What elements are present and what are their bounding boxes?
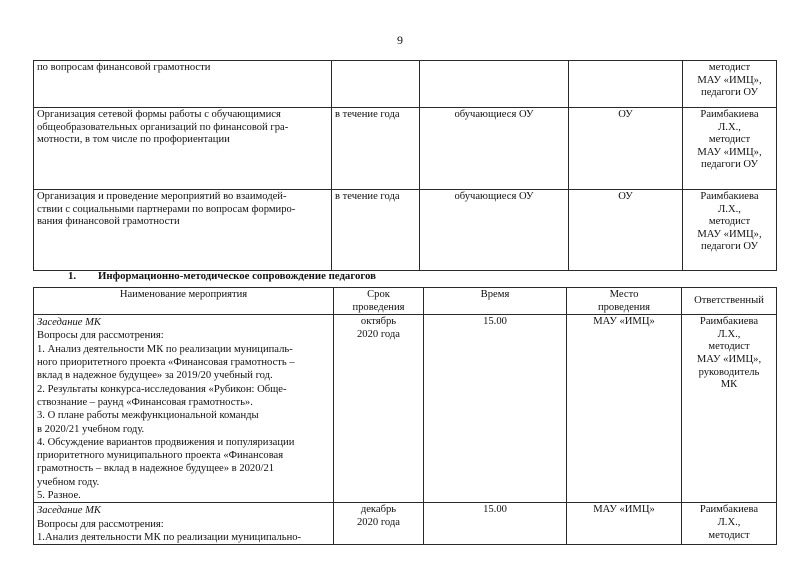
event-title: Заседание МК xyxy=(37,317,101,329)
participants-cell xyxy=(420,61,569,108)
responsible-cell xyxy=(682,503,777,545)
event-cell xyxy=(34,315,334,503)
table-row xyxy=(34,190,777,271)
responsible-line: МАУ «ИМЦ», xyxy=(697,146,762,158)
term-cell xyxy=(334,315,424,503)
term-cell: в течение года xyxy=(332,190,420,271)
event-line: вклад в надежное будущее» за 2019/20 учебный год. xyxy=(37,370,273,382)
table-row xyxy=(34,61,777,108)
responsible-line: МАУ «ИМЦ», xyxy=(696,353,762,365)
responsible-line: Л.Х., xyxy=(717,516,741,528)
place-cell xyxy=(569,61,683,108)
event-line: 5. Разное. xyxy=(37,490,81,502)
header-time: Время xyxy=(424,288,567,315)
event-cell xyxy=(34,61,332,108)
event-text: Организация и проведение мероприятий во взаимодей- xyxy=(37,191,287,202)
responsible-line: методист xyxy=(708,341,750,353)
responsible-line: педагоги ОУ xyxy=(701,159,758,171)
event-line: грамотность – вклад в надежное будущее» в 2020/21 xyxy=(37,463,275,475)
event-text: ствии с социальными партнерами по вопросам формиро- xyxy=(37,203,296,215)
responsible-cell xyxy=(683,190,777,271)
participants-cell: обучающиеся ОУ xyxy=(420,108,569,190)
event-text: Организация сетевой формы работы с обучающимися xyxy=(37,109,281,120)
event-text: по вопросам финансовой грамотности xyxy=(37,62,211,73)
section-number: 1. xyxy=(68,270,77,282)
responsible-line: руководитель xyxy=(698,366,760,378)
responsible-line: методист xyxy=(708,216,751,228)
responsible-cell xyxy=(683,61,777,108)
term-line: 2020 года xyxy=(356,516,400,528)
events-table-continued xyxy=(33,60,777,271)
event-cell xyxy=(34,190,332,271)
term-line: декабрь xyxy=(360,504,397,516)
event-line: ствознание – раунд «Финансовая грамотность». xyxy=(37,396,253,408)
event-line: 1. Анализ деятельности МК по реализации муниципаль- xyxy=(37,343,293,355)
page-number: 9 xyxy=(397,33,403,47)
methodical-support-table xyxy=(33,287,777,545)
table-row xyxy=(34,503,777,545)
header-term-line: проведения xyxy=(352,301,405,313)
responsible-line: Раимбакиева xyxy=(699,504,759,516)
responsible-cell xyxy=(683,108,777,190)
event-line: 1.Анализ деятельности МК по реализации муниципально- xyxy=(37,531,302,543)
table-header-row xyxy=(34,288,777,315)
event-title: Заседание МК xyxy=(37,505,101,517)
header-place xyxy=(567,288,682,315)
section-title: Информационно-методическое сопровождение педагогов xyxy=(98,270,376,282)
header-term xyxy=(334,288,424,315)
responsible-line: педагоги ОУ xyxy=(701,87,758,99)
event-line: 3. О плане работы межфункциональной команды xyxy=(37,410,259,422)
event-line: учебном году. xyxy=(37,476,100,488)
responsible-line: МК xyxy=(720,379,738,391)
event-cell xyxy=(34,503,334,545)
time-cell: 15.00 xyxy=(424,503,567,545)
event-line: Вопросы для рассмотрения: xyxy=(37,330,164,342)
participants-cell: обучающиеся ОУ xyxy=(420,190,569,271)
event-line: в 2020/21 учебном году. xyxy=(37,423,145,435)
responsible-line: МАУ «ИМЦ», xyxy=(697,74,762,86)
header-place-line: Место xyxy=(609,289,639,300)
event-line: Вопросы для рассмотрения: xyxy=(37,518,164,530)
header-term-line: Срок xyxy=(367,289,390,300)
place-cell: МАУ «ИМЦ» xyxy=(567,315,682,503)
event-line: приоритетного муниципального проекта «Финансовая xyxy=(37,450,284,462)
event-line: ного приоритетного проекта «Финансовая грамотность – xyxy=(37,357,295,369)
section-heading xyxy=(68,270,376,283)
responsible-line: МАУ «ИМЦ», xyxy=(697,228,762,240)
responsible-line: Раимбакиева xyxy=(700,191,759,202)
event-line: 2. Результаты конкурса-исследования «Рубикон: Обще- xyxy=(37,383,287,395)
header-place-line: проведения xyxy=(597,301,651,313)
responsible-line: педагоги ОУ xyxy=(701,241,758,253)
event-line: 4. Обсуждение вариантов продвижения и популяризации xyxy=(37,436,295,448)
table-row xyxy=(34,108,777,190)
table-row xyxy=(34,315,777,503)
event-text: вания финансовой грамотности xyxy=(37,216,180,228)
responsible-line: Раимбакиева xyxy=(700,109,759,120)
place-cell: ОУ xyxy=(569,108,683,190)
responsible-line: методист xyxy=(708,529,750,541)
term-cell: в течение года xyxy=(332,108,420,190)
place-cell: МАУ «ИМЦ» xyxy=(567,503,682,545)
event-text: мотности, в том числе по профориентации xyxy=(37,134,230,146)
responsible-line: Раимбакиева xyxy=(699,316,759,328)
term-cell xyxy=(334,503,424,545)
time-cell: 15.00 xyxy=(424,315,567,503)
responsible-cell xyxy=(682,315,777,503)
responsible-line: методист xyxy=(708,134,751,146)
header-event: Наименование мероприятия xyxy=(34,288,334,315)
responsible-line: Л.Х., xyxy=(717,328,741,340)
event-text: общеобразовательных организаций по финансовой гра- xyxy=(37,121,289,133)
responsible-line: методист xyxy=(708,62,751,73)
term-cell xyxy=(332,61,420,108)
header-responsible: Ответственный xyxy=(682,288,777,315)
responsible-line: Л.Х., xyxy=(718,203,741,215)
event-cell xyxy=(34,108,332,190)
responsible-line: Л.Х., xyxy=(718,121,741,133)
term-line: 2020 года xyxy=(356,328,400,340)
place-cell: ОУ xyxy=(569,190,683,271)
term-line: октябрь xyxy=(360,316,397,328)
